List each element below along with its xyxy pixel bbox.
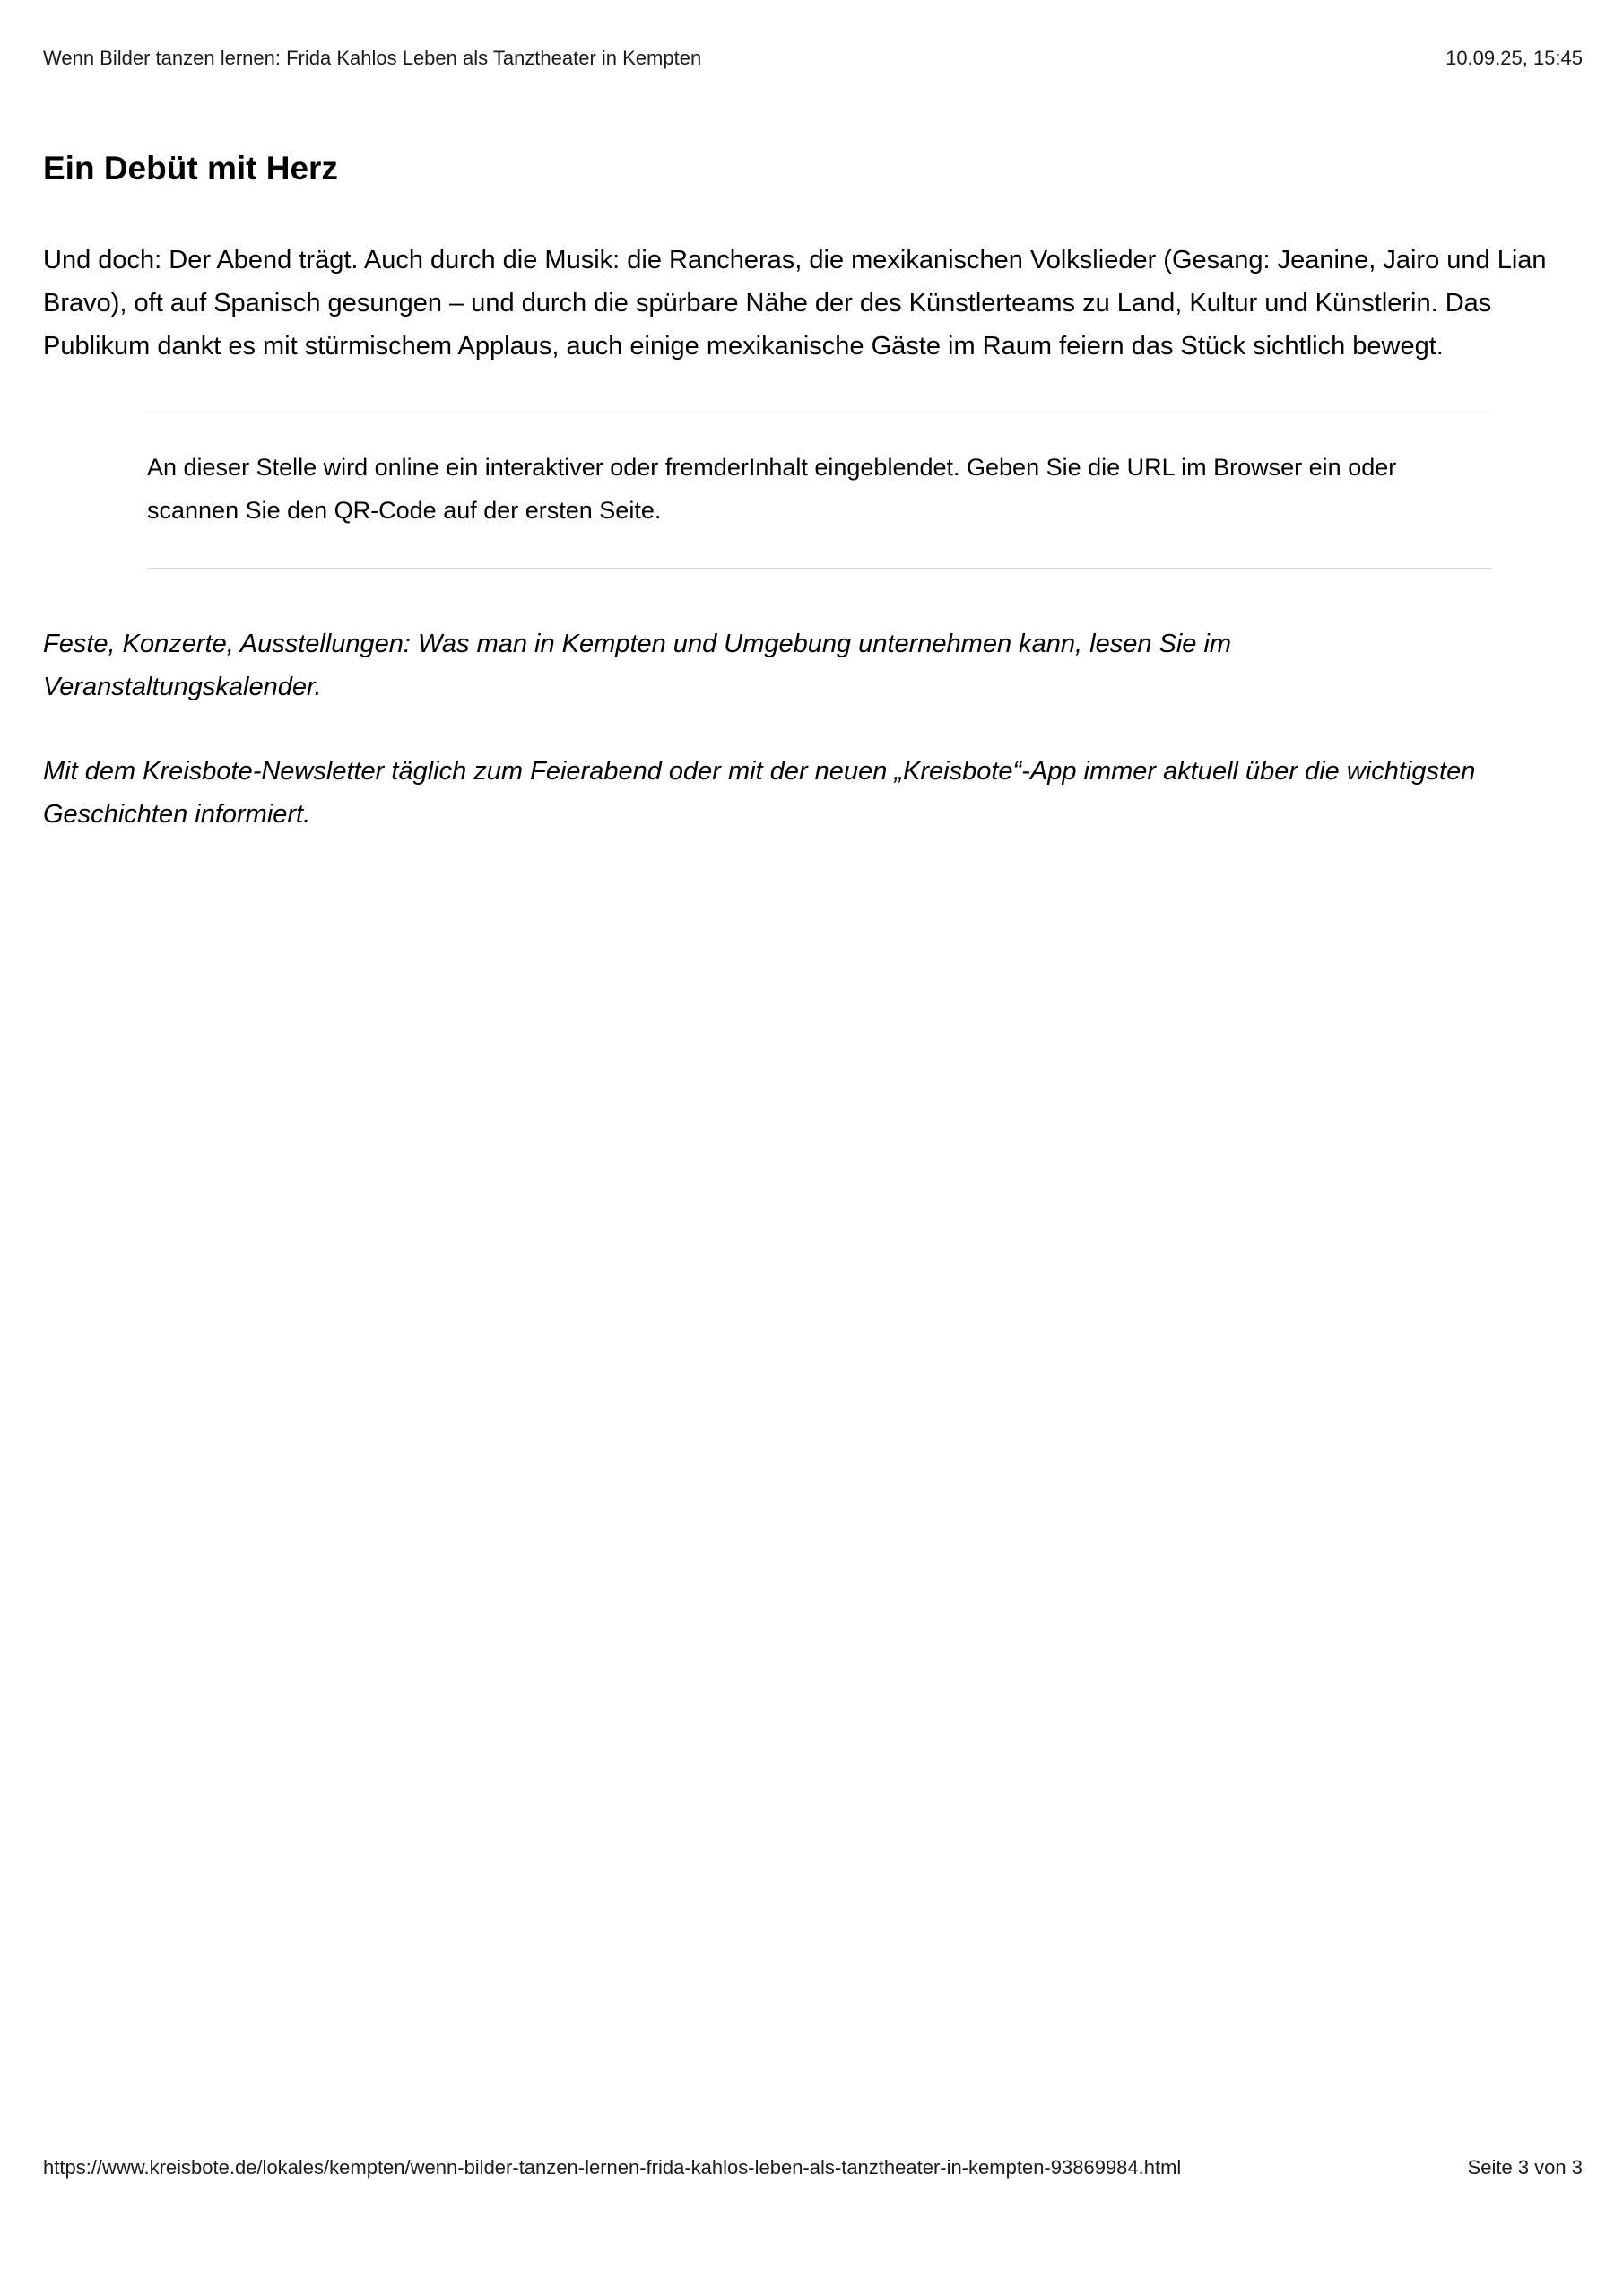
header-document-title: Wenn Bilder tanzen lernen: Frida Kahlos Leben als Tanztheater in Kempten: [43, 47, 702, 69]
article-heading: Ein Debüt mit Herz: [43, 150, 338, 187]
print-header: [43, 47, 1583, 70]
embed-placeholder-text: An dieser Stelle wird online ein interaktiver oder fremderInhalt eingeblendet. Geben Sie die URL im Browser ein oder scannen Sie den QR-Code auf der ersten Seite.: [147, 454, 1397, 524]
events-calendar-paragraph: Feste, Konzerte, Ausstellungen: Was man in Kempten und Umgebung unternehmen kann, lesen Sie im Veranstaltungskalender.: [43, 630, 1232, 701]
article-paragraph: Und doch: Der Abend trägt. Auch durch die Musik: die Rancheras, die mexikanischen Volkslieder (Gesang: Jeanine, Jairo und Lian Bravo), oft auf Spanisch gesungen – und durch die spürbare Nähe der des Künstlerteams zu Land, Kultur und Künstlerin. Das Publikum dankt es mit stürmischem Applaus, auch einige mexikanische Gäste im Raum feiern das Stück sichtlich bewegt.: [43, 246, 1547, 361]
embed-placeholder-note: [147, 413, 1492, 569]
newsletter-paragraph: Mit dem Kreisbote-Newsletter täglich zum Feierabend oder mit der neuen „Kreisbote“-App immer aktuell über die wichtigsten Geschichten informiert.: [43, 757, 1476, 829]
print-footer: [43, 2156, 1583, 2179]
footer-source-url: https://www.kreisbote.de/lokales/kempten/wenn-bilder-tanzen-lernen-frida-kahlos-leben-als-tanztheater-in-kempten-93869984.html: [43, 2156, 1182, 2179]
footer-page-indicator: Seite 3 von 3: [1467, 2156, 1583, 2179]
header-datetime: 10.09.25, 15:45: [1445, 47, 1583, 69]
